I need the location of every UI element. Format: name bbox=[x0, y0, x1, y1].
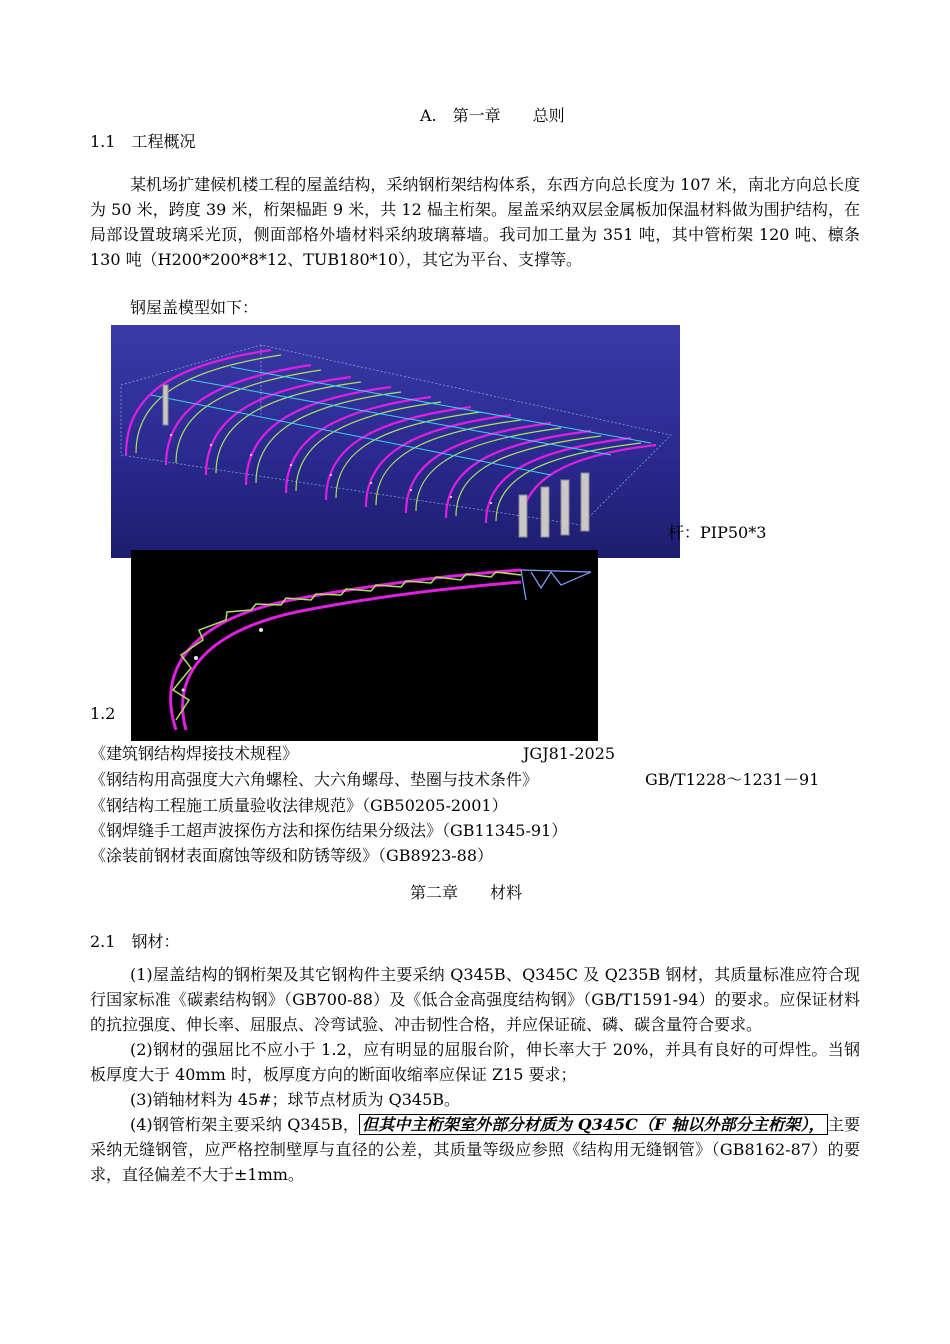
model-caption: 钢屋盖模型如下： bbox=[130, 298, 259, 317]
roof-model-drawing bbox=[111, 325, 680, 558]
standard-item-5: 《涂装前钢材表面腐蚀等级和防锈等级》（GB8923-88） bbox=[90, 846, 494, 865]
project-overview-paragraph: 某机场扩建候机楼工程的屋盖结构，采纳钢桁架结构体系，东西方向总长度为 107 米，南北方向总长度为 50 米，跨度 39 米，桁架榀距 9 米，共 12 榀主桁架。屋盖采纳双层金属板加保温材料做为围护结构，在局部设置玻璃采光顶，侧面部格外墙材料采纳玻璃幕墙。我司加工量为 351 吨，其中管桁架 120 吨、檩条 130 吨（H200*200*8*12、TUB180*10），其它为平台、支撑等。 bbox=[90, 175, 860, 269]
roof-model-figure bbox=[111, 325, 680, 558]
section-2-1-title: 2.1 钢材： bbox=[90, 932, 180, 951]
member-spec-text: 杆：PIP50*3 bbox=[668, 523, 767, 542]
truss-elevation-drawing bbox=[131, 550, 598, 741]
steel-paragraph-4-lead: (4)钢管桁架主要采纳 Q345B， bbox=[130, 1115, 360, 1134]
steel-paragraph-4-tail: 主要采纳无缝钢管，应严格控制壁厚与直径的公差，其质量等级应参照《结构用无缝钢管》（GB8162-87）的要求，直径偏差不大于±1mm。 bbox=[90, 1115, 860, 1184]
standard-item-4: 《钢焊缝手工超声波探伤方法和探伤结果分级法》（GB11345-91） bbox=[90, 821, 568, 840]
section-2-1-body bbox=[90, 962, 860, 1187]
standard-item-2-code: GB/T1228～1231－91 bbox=[645, 770, 820, 789]
standard-item-1-code: JGJ81-2025 bbox=[523, 744, 616, 763]
section-1-1-body bbox=[90, 172, 860, 272]
section-1-2-title: 1.2 bbox=[90, 704, 116, 723]
chapter1-heading: A. 第一章 总则 bbox=[420, 106, 565, 125]
standard-item-1: 《建筑钢结构焊接技术规程》 bbox=[90, 744, 299, 763]
truss-elevation-figure bbox=[131, 550, 598, 741]
highlighted-material-note: 但其中主桁架室外部分材质为 Q345C（F 轴以外部分主桁架）， bbox=[359, 1114, 828, 1135]
standard-item-2: 《钢结构用高强度大六角螺栓、大六角螺母、垫圈与技术条件》 bbox=[90, 770, 539, 789]
chapter2-heading: 第二章 材料 bbox=[410, 883, 523, 902]
standard-item-3: 《钢结构工程施工质量验收法律规范》（GB50205-2001） bbox=[90, 796, 508, 815]
steel-paragraph-4 bbox=[90, 1112, 860, 1187]
steel-paragraph-2: (2)钢材的强屈比不应小于 1.2，应有明显的屈服台阶，伸长率大于 20%，并具有良好的可焊性。当钢板厚度大于 40mm 时，板厚度方向的断面收缩率应保证 Z15 要求； bbox=[90, 1040, 860, 1084]
steel-paragraph-1: (1)屋盖结构的钢桁架及其它钢构件主要采纳 Q345B、Q345C 及 Q235B 钢材，其质量标准应符合现行国家标准《碳素结构钢》（GB700-88）及《低合金高强度结构钢》（GB/T1591-94）的要求。应保证材料的抗拉强度、伸长率、屈服点、冷弯试验、冲击韧性合格，并应保证硫、磷、碳含量符合要求。 bbox=[90, 965, 860, 1034]
section-1-1-title: 1.1 工程概况 bbox=[90, 132, 196, 151]
steel-paragraph-3: (3)销轴材料为 45#；球节点材质为 Q345B。 bbox=[130, 1090, 461, 1109]
